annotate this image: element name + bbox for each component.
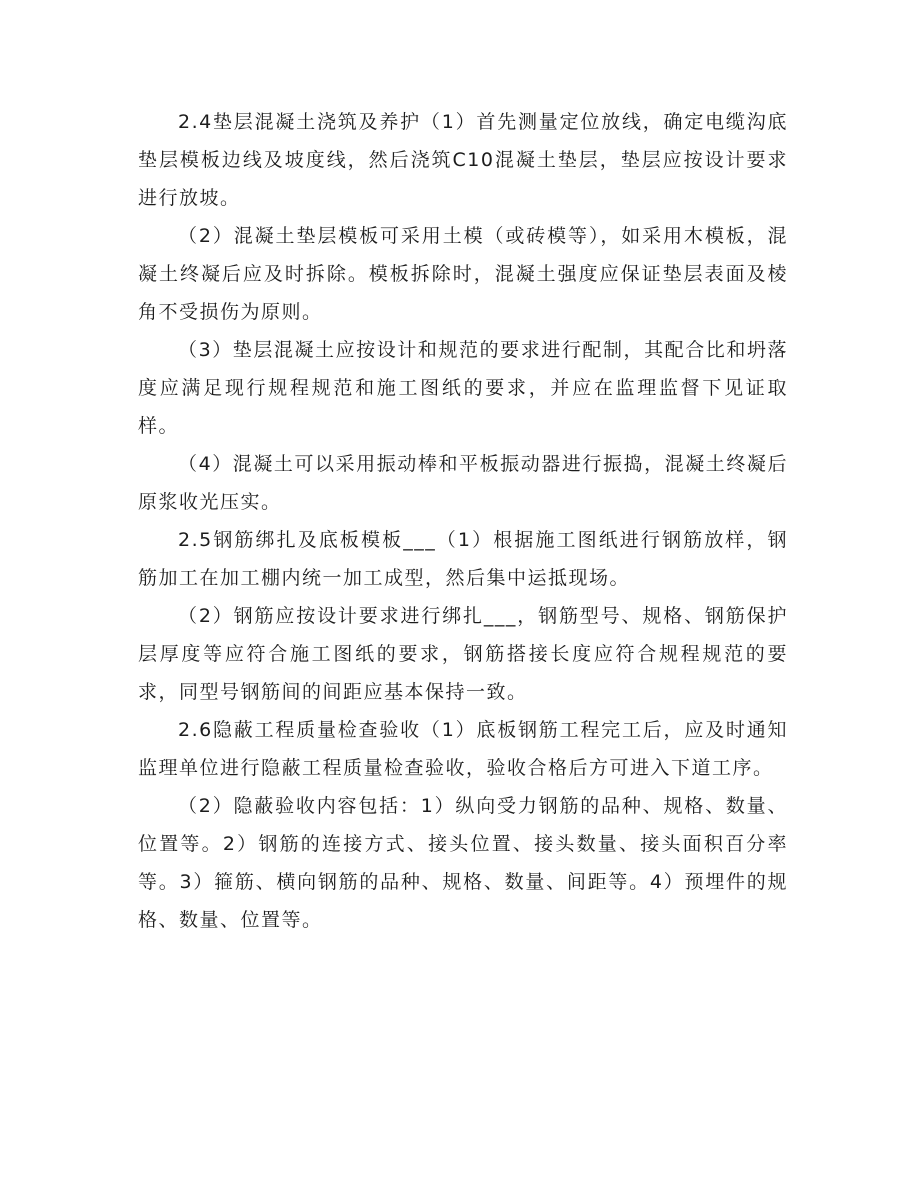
paragraph-vibration: （4）混凝土可以采用振动棒和平板振动器进行振捣，混凝土终凝后原浆收光压实。 — [138, 453, 788, 513]
paragraph-2-6-concealed-inspection: 2.6隐蔽工程质量检查验收（1）底板钢筋工程完工后，应及时通知监理单位进行隐蔽工程质量检查验收，验收合格后方可进入下道工序。 — [138, 719, 788, 779]
paragraph-inspection-content: （2）隐蔽验收内容包括：1）纵向受力钢筋的品种、规格、数量、位置等。2）钢筋的连接方式、接头位置、接头数量、接头面积百分率等。3）箍筋、横向钢筋的品种、规格、数量、间距等。4）预埋件的规格、数量、位置等。 — [138, 795, 788, 931]
document-body — [138, 103, 788, 939]
paragraph-cushion-mix: （3）垫层混凝土应按设计和规范的要求进行配制，其配合比和坍落度应满足现行规程规范和施工图纸的要求，并应在监理监督下见证取样。 — [138, 339, 788, 437]
paragraph-cushion-formwork: （2）混凝土垫层模板可采用土模（或砖模等），如采用木模板，混凝土终凝后应及时拆除。模板拆除时，混凝土强度应保证垫层表面及棱角不受损伤为原则。 — [138, 225, 788, 323]
paragraph-2-5-rebar-binding: 2.5钢筋绑扎及底板模板___（1）根据施工图纸进行钢筋放样，钢筋加工在加工棚内统一加工成型，然后集中运抵现场。 — [138, 529, 788, 589]
paragraph-rebar-requirements: （2）钢筋应按设计要求进行绑扎___，钢筋型号、规格、钢筋保护层厚度等应符合施工图纸的要求，钢筋搭接长度应符合规程规范的要求，同型号钢筋间的间距应基本保持一致。 — [138, 605, 788, 703]
paragraph-2-4-cushion-concrete: 2.4垫层混凝土浇筑及养护（1）首先测量定位放线，确定电缆沟底垫层模板边线及坡度线，然后浇筑C10混凝土垫层，垫层应按设计要求进行放坡。 — [138, 111, 788, 209]
